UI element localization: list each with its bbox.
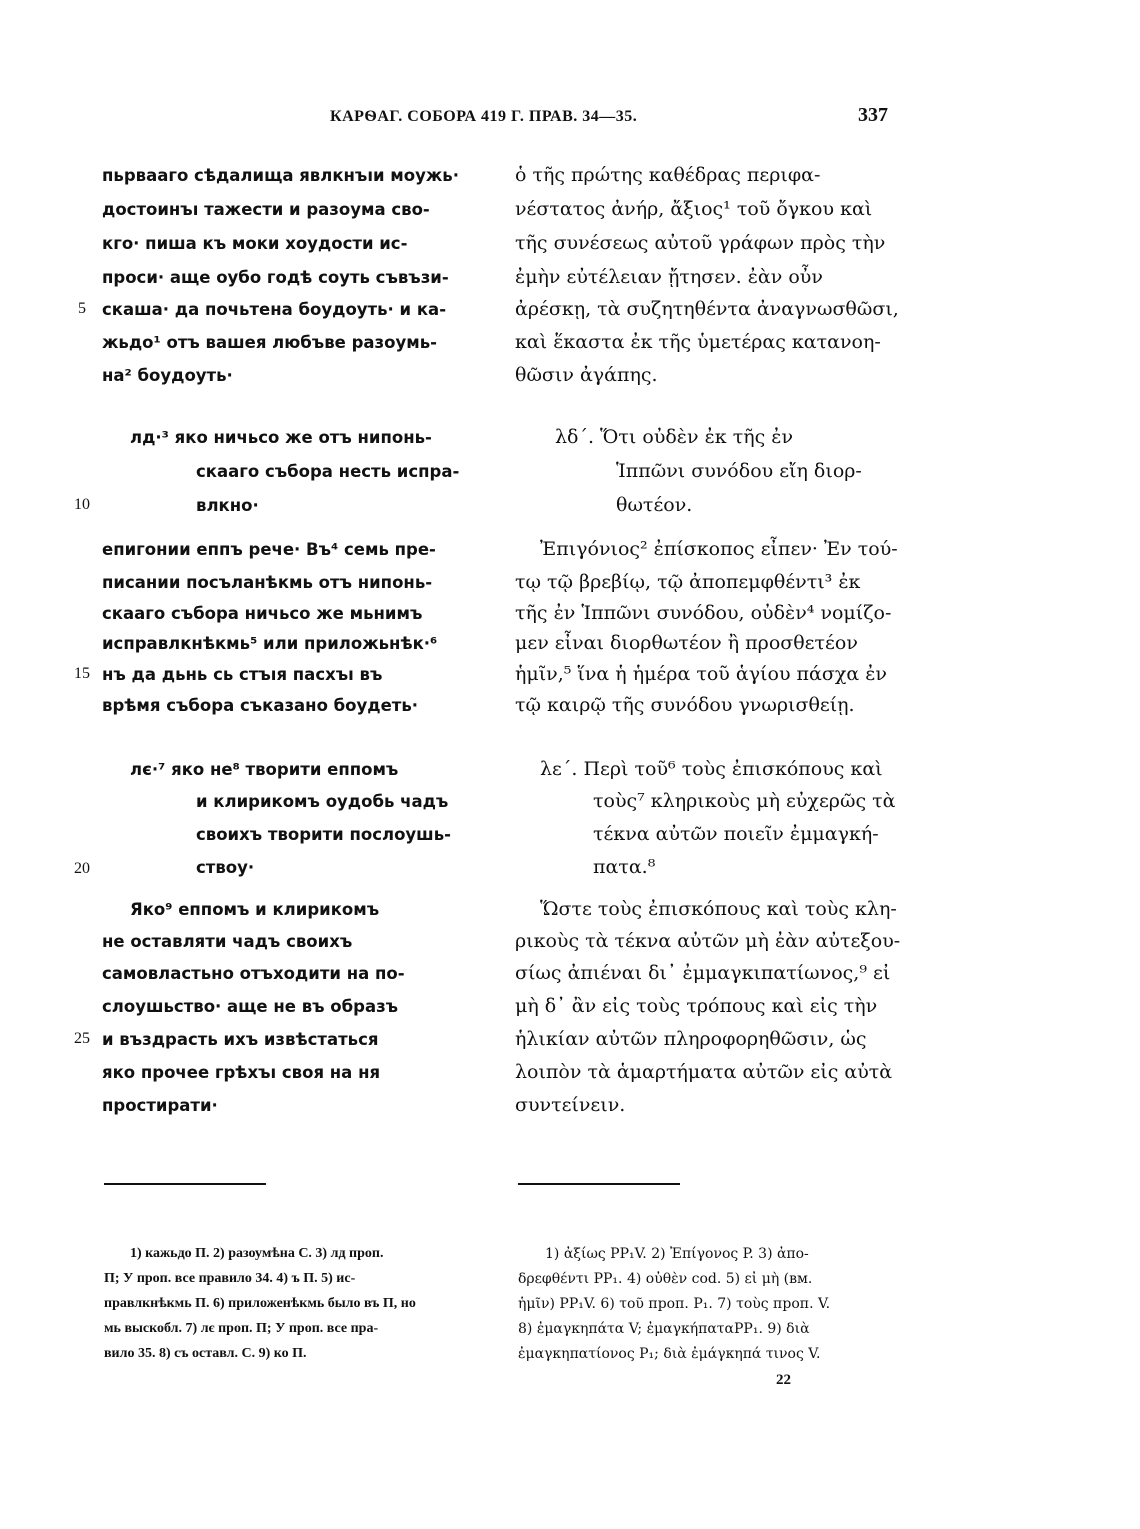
rule-heading-35: ствоу· xyxy=(196,858,255,877)
slavonic-line: скааго събора ничьсо же мьнимъ xyxy=(102,604,423,623)
running-title: КАРѲАГ. СОБОРА 419 Г. ПРАВ. 34—35. xyxy=(330,108,638,125)
rule-heading-34-greek: λδ΄. Ὅτι οὐδὲν ἐκ τῆς ἐν xyxy=(555,426,794,448)
footnote-line: правлкнѣкмь П. 6) приложенѣкмь было въ П, но xyxy=(104,1296,416,1311)
rule-heading-35: своихъ творити послоушь- xyxy=(196,825,451,844)
greek-line: λοιπὸν τὰ ἁμαρτήματα αὐτῶν εἰς αὐτὰ xyxy=(515,1061,893,1083)
slavonic-line: простирати· xyxy=(102,1096,218,1115)
greek-line: μὴ δ᾽ ἂν εἰς τοὺς τρόπους καὶ εἰς τὴν xyxy=(515,995,878,1017)
slavonic-line: Яко⁹ еппомъ и клирикомъ xyxy=(130,900,380,919)
slavonic-line: жьдо¹ отъ вашея любъве разоумь- xyxy=(102,333,437,352)
slavonic-line: исправлкнѣкмь⁵ или приложьнѣк·⁶ xyxy=(102,634,438,653)
rule-heading-35-greek: πατα.⁸ xyxy=(593,856,656,878)
greek-line: σίως ἀπιέναι δι᾽ ἐμμαγκιπατίωνος,⁹ εἰ xyxy=(515,962,891,984)
greek-line: ἡλικίαν αὐτῶν πληροφορηθῶσιν, ὡς xyxy=(515,1028,867,1050)
slavonic-line: яко прочее грѣхъı своя на ня xyxy=(102,1063,381,1082)
footnote-line: мь выскобл. 7) лє проп. П; У проп. все пра- xyxy=(104,1321,379,1336)
rule-heading-34: лд·³ яко ничьсо же отъ нипонь- xyxy=(130,428,432,447)
footnote-line: ἡμῖν) PP₁V. 6) τοῦ проп. P₁. 7) τοὺς проп. V. xyxy=(518,1296,831,1312)
greek-line: ἀρέσκῃ, τὰ συζητηθέντα ἀναγνωσθῶσι, xyxy=(515,298,899,320)
greek-line: ρικοὺς τὰ τέκνα αὐτῶν μὴ ἐὰν αὐτεξου- xyxy=(515,930,901,952)
greek-line: ὁ τῆς πρώτης καθέδρας περιφα- xyxy=(515,164,821,186)
rule-heading-35-greek: τέκνα αὐτῶν ποιεῖν ἐμμαγκή- xyxy=(593,823,879,845)
rule-heading-35: лє·⁷ яко не⁸ творити еппомъ xyxy=(130,760,399,779)
footnote-line: 8) ἐμαγκηπάτα V; ἐμαγκήπαταPP₁. 9) διὰ xyxy=(518,1321,810,1337)
slavonic-line: пьрвааго сѣдалища явлкнъıи моужь· xyxy=(102,166,459,185)
greek-line: τῳ τῷ βρεβίῳ, τῷ ἀποπεμφθέντι³ ἐκ xyxy=(515,571,861,593)
greek-line: νέστατος ἀνήρ, ἄξιος¹ τοῦ ὄγκου καὶ xyxy=(515,198,873,220)
line-number: 10 xyxy=(74,496,90,513)
line-number: 5 xyxy=(78,300,86,317)
slavonic-line: писании посъланѣкмь отъ нипонь- xyxy=(102,573,433,592)
slavonic-line: слоушьство· аще не въ образъ xyxy=(102,997,399,1016)
greek-line: συντείνειν. xyxy=(515,1094,626,1116)
footnote-line: δρεφθέντι PP₁. 4) οὐθὲν cod. 5) εἰ μὴ (вм. xyxy=(518,1271,813,1287)
rule-heading-34-greek: θωτέον. xyxy=(616,494,693,516)
slavonic-line: на² боудоуть· xyxy=(102,366,233,385)
greek-line: Ὥστε τοὺς ἐπισκόπους καὶ τοὺς κλη- xyxy=(540,898,897,920)
slavonic-line: проси· аще оубо годѣ соуть съвъзи- xyxy=(102,268,449,287)
slavonic-line: нъ да дьнь сь стъıя пасхъı въ xyxy=(102,665,383,684)
greek-line: ἡμῖν,⁵ ἵνα ἡ ἡμέρα τοῦ ἁγίου πάσχα ἐν xyxy=(515,663,887,685)
rule-heading-34: влкно· xyxy=(196,496,259,515)
rule-heading-34: скааго събора несть испра- xyxy=(196,462,460,481)
footnote-rule-right xyxy=(518,1183,680,1185)
footnote-line: вило 35. 8) съ оставл. С. 9) ко П. xyxy=(104,1346,307,1361)
slavonic-line: епигонии еппъ рече· Въ⁴ семь пре- xyxy=(102,540,436,559)
slavonic-line: врѣмя събора съказано боудеть· xyxy=(102,696,419,715)
greek-line: καὶ ἕκαστα ἐκ τῆς ὑμετέρας κατανοη- xyxy=(515,331,881,353)
greek-line: θῶσιν ἀγάπης. xyxy=(515,364,658,386)
slavonic-line: скаша· да почьтена боудоуть· и ка- xyxy=(102,300,447,319)
footnote-line: 1) кажьдо П. 2) разоумѣна С. 3) лд проп. xyxy=(130,1246,384,1261)
greek-line: μεν εἶναι διορθωτέον ἢ προσθετέον xyxy=(515,632,858,654)
line-number: 20 xyxy=(74,860,90,877)
greek-line: τῆς συνέσεως αὐτοῦ γράφων πρὸς τὴν xyxy=(515,232,886,254)
page-number: 337 xyxy=(858,104,888,126)
greek-line: τῷ καιρῷ τῆς συνόδου γνωρισθείῃ. xyxy=(515,694,855,716)
rule-heading-35-greek: λε΄. Περὶ τοῦ⁶ τοὺς ἐπισκόπους καὶ xyxy=(540,758,883,780)
footnote-line: 1) ἀξίως PP₁V. 2) Ἐπίγονος P. 3) ἀπο- xyxy=(545,1246,809,1262)
slavonic-line: достоинъı тажести и разоума сво- xyxy=(102,200,430,219)
slavonic-line: самовластьно отъходити на по- xyxy=(102,964,405,983)
footnote-line: П; У проп. все правило 34. 4) ъ П. 5) ис- xyxy=(104,1271,356,1286)
greek-line: ἐμὴν εὐτέλειαν ᾔτησεν. ἐὰν οὖν xyxy=(515,266,823,288)
greek-line: Ἐπιγόνιος² ἐπίσκοπος εἶπεν· Ἐν τού- xyxy=(540,538,898,560)
footnote-line: ἐμαγκηπατίονος P₁; διὰ ἐμάγκηπά τινος V. xyxy=(518,1346,821,1362)
slavonic-line: кго· пиша къ моки хоудости ис- xyxy=(102,234,408,253)
rule-heading-35-greek: τοὺς⁷ κληρικοὺς μὴ εὐχερῶς τὰ xyxy=(593,790,896,812)
line-number: 15 xyxy=(74,665,90,682)
line-number: 25 xyxy=(74,1030,90,1047)
slavonic-line: не оставляти чадъ своихъ xyxy=(102,932,353,951)
footnote-rule-left xyxy=(104,1183,266,1185)
slavonic-line: и въздрасть ихъ извѣстаться xyxy=(102,1030,379,1049)
rule-heading-34-greek: Ἱππῶνι συνόδου εἴη διορ- xyxy=(616,460,862,482)
rule-heading-35: и клирикомъ оудобь чадъ xyxy=(196,792,449,811)
greek-line: τῆς ἐν Ἱππῶνι συνόδου, οὐδὲν⁴ νομίζο- xyxy=(515,602,892,624)
signature-mark: 22 xyxy=(776,1372,791,1388)
